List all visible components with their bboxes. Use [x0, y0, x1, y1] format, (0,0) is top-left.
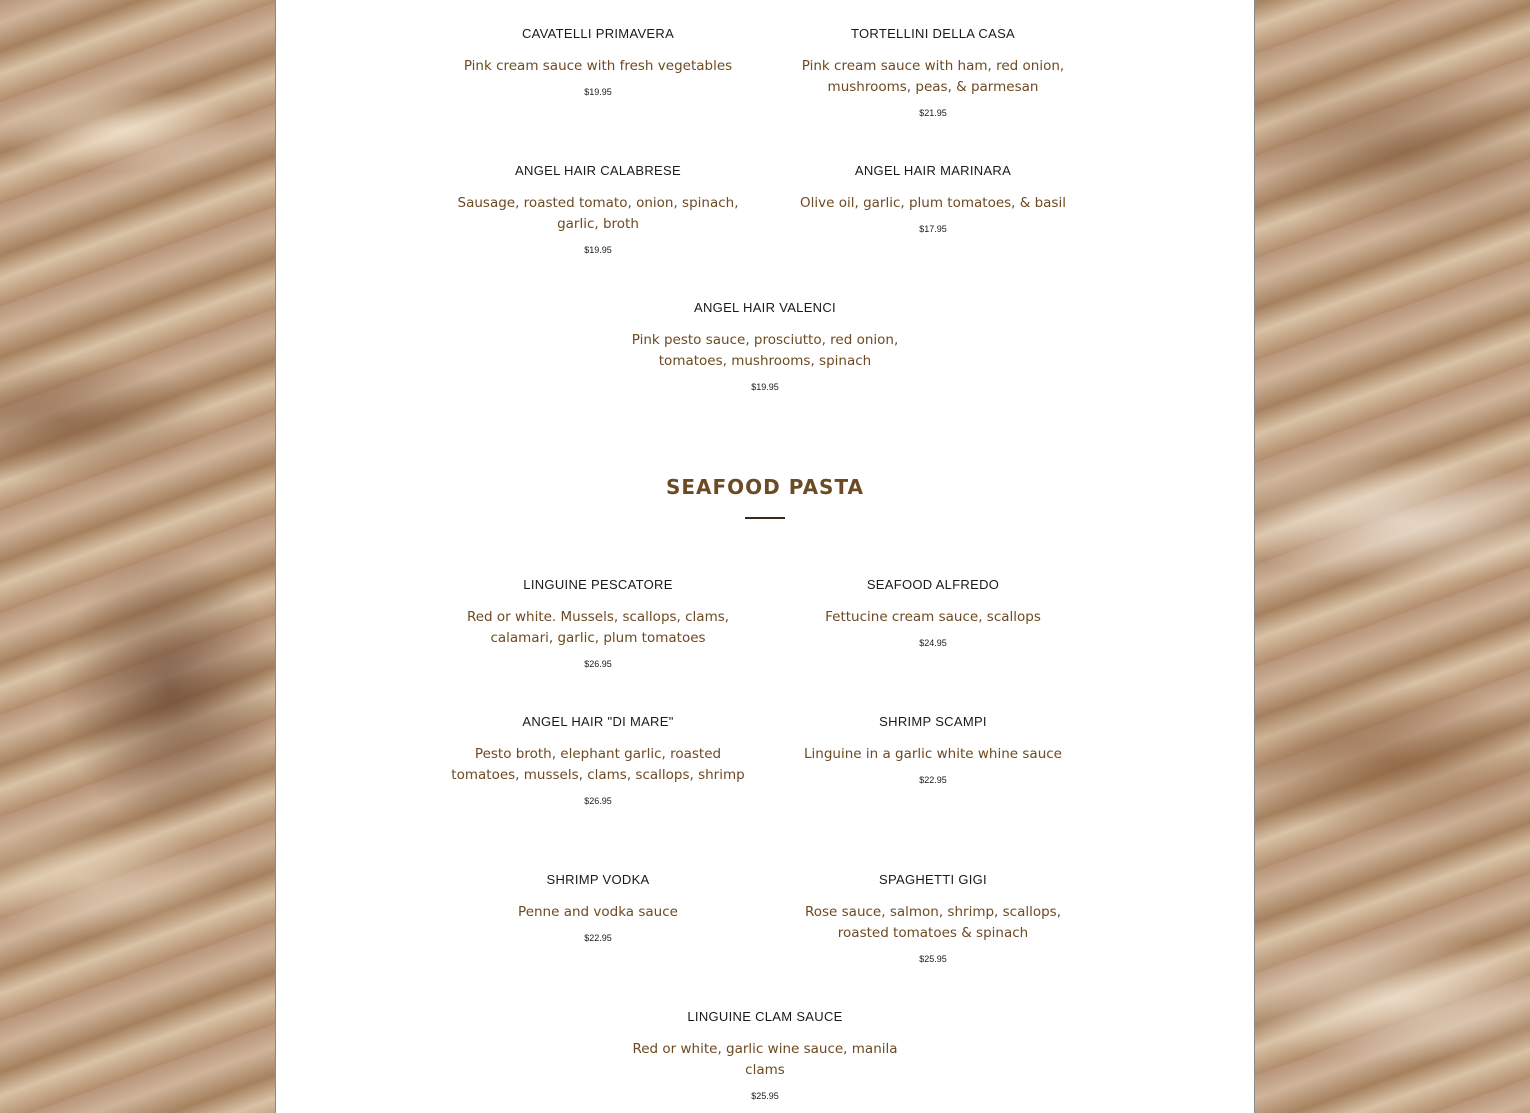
- menu-item-description: Olive oil, garlic, plum tomatoes, & basil: [800, 195, 1066, 211]
- menu-item-description: Pink cream sauce with ham, red onion, mushrooms, peas, & parmesan: [801, 58, 1065, 95]
- menu-item-description: Red or white, garlic wine sauce, manila clams: [632, 1041, 898, 1078]
- menu-item-name: LINGUINE CLAM SAUCE: [687, 1009, 843, 1024]
- menu-item-price: $19.95: [584, 245, 612, 255]
- menu-item: [783, 714, 1083, 786]
- menu-item-name: SHRIMP SCAMPI: [879, 714, 987, 729]
- menu-item-name: LINGUINE PESCATORE: [523, 577, 673, 592]
- menu-item: [448, 714, 748, 807]
- menu-item-description: Pink pesto sauce, prosciutto, red onion, tomatoes, mushrooms, spinach: [631, 332, 899, 369]
- menu-item: [448, 163, 748, 256]
- menu-item-price: $19.95: [751, 382, 779, 392]
- menu-item-name: ANGEL HAIR VALENCI: [694, 300, 836, 315]
- menu-item: [448, 26, 748, 98]
- menu-item-name: ANGEL HAIR MARINARA: [854, 163, 1012, 178]
- menu-item-price: $26.95: [584, 659, 612, 669]
- menu-item-price: $25.95: [919, 954, 947, 964]
- menu-item-price: $26.95: [584, 796, 612, 806]
- menu-item-description: Fettucine cream sauce, scallops: [825, 609, 1041, 625]
- menu-item-name: ANGEL HAIR "DI MARE": [522, 714, 674, 729]
- menu-item-description: Pink cream sauce with fresh vegetables: [463, 58, 733, 74]
- menu-item: [448, 577, 748, 670]
- menu-item-price: $22.95: [584, 933, 612, 943]
- menu-item: [783, 577, 1083, 649]
- section-divider: [745, 517, 785, 519]
- menu-item-name: CAVATELLI PRIMAVERA: [521, 26, 675, 41]
- menu-item-name: SHRIMP VODKA: [546, 872, 650, 887]
- menu-item-description: Penne and vodka sauce: [518, 904, 678, 920]
- menu-panel: [275, 0, 1255, 1113]
- menu-item-name: SEAFOOD ALFREDO: [866, 577, 1000, 592]
- section-title-seafood-pasta: SEAFOOD PASTA: [665, 475, 865, 499]
- menu-item-description: Red or white. Mussels, scallops, clams, calamari, garlic, plum tomatoes: [466, 609, 730, 646]
- menu-item-price: $25.95: [751, 1091, 779, 1101]
- menu-item-price: $17.95: [919, 224, 947, 234]
- menu-item: [448, 872, 748, 944]
- menu-item: [783, 872, 1083, 965]
- menu-item-description: Sausage, roasted tomato, onion, spinach, garlic, broth: [457, 195, 739, 232]
- menu-item: [783, 163, 1083, 235]
- menu-item-name: ANGEL HAIR CALABRESE: [515, 163, 681, 178]
- menu-item-description: Rose sauce, salmon, shrimp, scallops, roasted tomatoes & spinach: [804, 904, 1062, 941]
- menu-item: [783, 26, 1083, 119]
- menu-item-price: $19.95: [584, 87, 612, 97]
- menu-item-name: SPAGHETTI GIGI: [879, 872, 987, 887]
- menu-item-description: Linguine in a garlic white whine sauce: [804, 746, 1062, 762]
- menu-item-name: TORTELLINI DELLA CASA: [850, 26, 1016, 41]
- menu-item-description: Pesto broth, elephant garlic, roasted tomatoes, mussels, clams, scallops, shrimp: [451, 746, 745, 783]
- menu-item: [615, 300, 915, 393]
- menu-item-price: $24.95: [919, 638, 947, 648]
- menu-item-price: $21.95: [919, 108, 947, 118]
- menu-item: [615, 1009, 915, 1102]
- menu-item-price: $22.95: [919, 775, 947, 785]
